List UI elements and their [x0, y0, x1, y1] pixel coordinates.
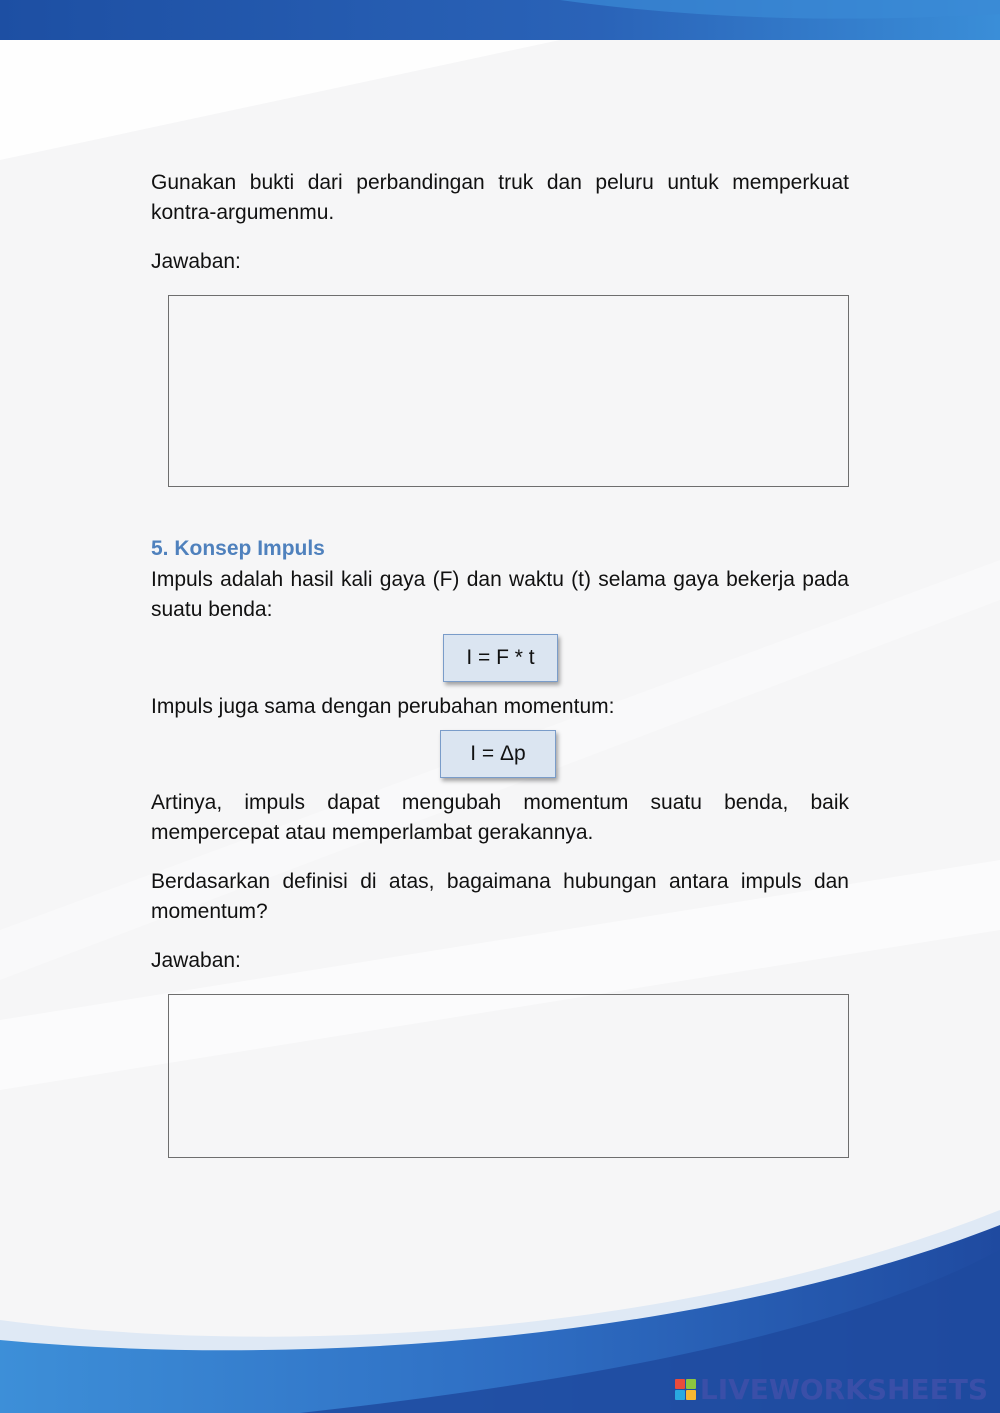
question-text: Berdasarkan definisi di atas, bagaimana hubungan antara impuls dan momentum? — [151, 870, 849, 923]
impulse-momentum-relation: Impuls juga sama dengan perubahan momentum: — [151, 695, 615, 718]
section-heading: 5. Konsep Impuls — [151, 537, 325, 560]
liveworksheets-logo-icon — [675, 1379, 696, 1400]
logo-text: LIVEWORKSHEETS — [699, 1372, 988, 1406]
answer-label-2: Jawaban: — [151, 949, 241, 972]
formula-impulse-momentum: I = Δp — [440, 730, 556, 778]
answer-box-1[interactable] — [168, 295, 849, 487]
formula-impulse-force-time: I = F * t — [443, 634, 558, 682]
impulse-meaning: Artinya, impuls dapat mengubah momentum suatu benda, baik mempercepat atau memperlambat gerakannya. — [151, 791, 849, 844]
answer-label-1: Jawaban: — [151, 250, 241, 273]
answer-box-2[interactable] — [168, 994, 849, 1158]
impulse-definition: Impuls adalah hasil kali gaya (F) dan waktu (t) selama gaya bekerja pada suatu benda: — [151, 568, 849, 621]
instruction-text: Gunakan bukti dari perbandingan truk dan peluru untuk memperkuat kontra-argumenmu. — [151, 171, 849, 224]
liveworksheets-logo — [675, 1373, 988, 1405]
